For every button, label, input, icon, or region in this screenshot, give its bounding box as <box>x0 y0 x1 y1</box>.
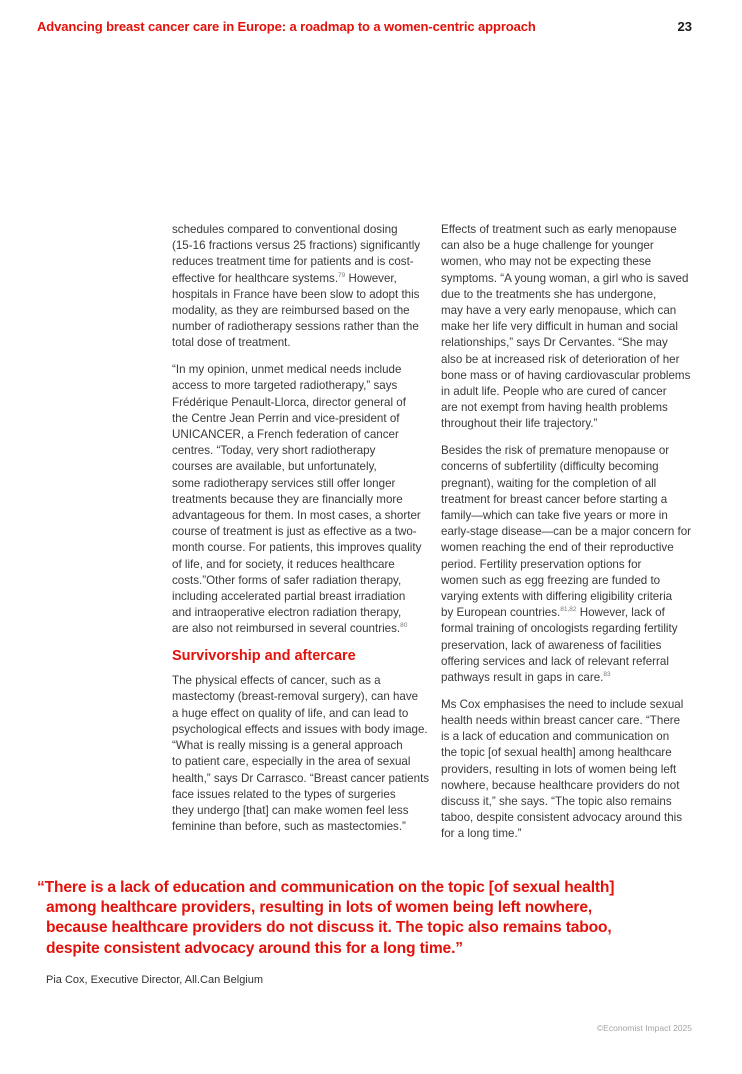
text-line <box>172 271 428 287</box>
text-line: varying extents with differing eligibility criteria <box>441 589 673 603</box>
footnote-ref: 83 <box>603 671 611 679</box>
text-line: the Centre Jean Perrin and vice-president of <box>172 411 400 425</box>
text-line: concerns of subfertility (difficulty becoming <box>441 460 659 474</box>
text-line: schedules compared to conventional dosing <box>172 223 398 236</box>
text-line: “In my opinion, unmet medical needs include <box>172 363 402 377</box>
text-line: Frédérique Penault-Llorca, director general of <box>172 395 406 409</box>
text-line: discuss it,” she says. “The topic also remains <box>441 794 672 808</box>
text-fragment: pathways result in gaps in care. <box>441 670 604 684</box>
text-line: the topic [of sexual health] among healthcare <box>441 746 672 760</box>
pull-quote <box>37 878 697 959</box>
text-line: modality, as they are reimbursed based on the <box>172 304 410 318</box>
text-line: number of radiotherapy sessions rather than the <box>172 320 419 334</box>
text-line: due to the treatments she has undergone, <box>441 287 657 301</box>
text-line: centres. “Today, very short radiotherapy <box>172 444 376 458</box>
text-fragment: However, lack of <box>576 606 665 620</box>
text-line: they undergo [that] can make women feel less <box>172 803 409 817</box>
paragraph <box>172 673 428 835</box>
page-header <box>37 19 705 37</box>
text-line: of life, and for society, it reduces healthcare <box>172 557 395 571</box>
text-line: UNICANCER, a French federation of cancer <box>172 427 399 441</box>
text-line: to patient care, especially in the area of sexual <box>172 755 411 769</box>
page-number: 23 <box>677 19 692 34</box>
text-line: treatment for breast cancer before starting a <box>441 492 668 506</box>
text-line: may have a very early menopause, which can <box>441 304 677 318</box>
text-line: and intraoperative electron radiation therapy, <box>172 606 402 620</box>
text-line: women, who may not be expecting these <box>441 255 652 269</box>
text-line: reduces treatment time for patients and is cost- <box>172 255 414 269</box>
paragraph <box>172 362 428 637</box>
paragraph <box>441 443 693 686</box>
text-line: (15-16 fractions versus 25 fractions) significantly <box>172 239 421 253</box>
text-line: women reaching the end of their reproductive <box>441 541 674 555</box>
text-line: early-stage disease—can be a major concern for <box>441 525 692 539</box>
text-line: course of treatment is just as effective as a two- <box>172 525 417 539</box>
footnote-ref: 80 <box>400 622 408 630</box>
text-line: costs.”Other forms of safer radiation therapy, <box>172 573 402 587</box>
text-line <box>172 621 428 637</box>
text-line: Effects of treatment such as early menopause <box>441 223 677 236</box>
text-line: a huge effect on quality of life, and can lead to <box>172 706 409 720</box>
text-line: total dose of treatment. <box>172 336 291 350</box>
text-line: month course. For patients, this improves quality <box>172 541 422 555</box>
text-fragment: are also not reimbursed in several countries. <box>172 622 401 636</box>
text-line: for a long time.” <box>441 827 522 841</box>
text-line: throughout their life trajectory.” <box>441 417 598 431</box>
text-line: also be at increased risk of deterioration of her <box>441 352 680 366</box>
text-line: offering services and lack of relevant referral <box>441 654 669 668</box>
text-line: formal training of oncologists regarding fertility <box>441 622 678 636</box>
paragraph <box>441 697 693 843</box>
footnote-ref: 79 <box>338 271 346 279</box>
text-line: period. Fertility preservation options for <box>441 557 642 571</box>
text-line: psychological effects and issues with body image. <box>172 722 428 736</box>
text-line: mastectomy (breast-removal surgery), can have <box>172 690 419 704</box>
text-line: treatments because they are financially more <box>172 492 403 506</box>
text-line: make her life very difficult in human and social <box>441 320 678 334</box>
text-line: family—which can take five years or more in <box>441 508 668 522</box>
text-line: health,” says Dr Carrasco. “Breast cancer patients <box>172 771 430 785</box>
right-column <box>441 222 693 853</box>
text-line: advantageous for them. In most cases, a shorter <box>172 508 421 522</box>
pull-quote-line: because healthcare providers do not discuss it. The topic also remains taboo, <box>46 919 612 937</box>
pull-quote-line: among healthcare providers, resulting in lots of women being left nowhere, <box>46 899 593 917</box>
quote-attribution: Pia Cox, Executive Director, All.Can Belgium <box>46 974 264 986</box>
text-line: health needs within breast cancer care. “There <box>441 713 681 727</box>
text-line: is a lack of education and communication on <box>441 730 670 744</box>
text-fragment: by European countries. <box>441 606 561 620</box>
left-column <box>172 222 428 846</box>
pull-quote-line: “There is a lack of education and communication on the topic [of sexual health] <box>37 879 615 896</box>
text-line: access to more targeted radiotherapy,” says <box>172 379 398 393</box>
text-line: hospitals in France have been slow to adopt this <box>172 287 420 301</box>
text-line: courses are available, but unfortunately, <box>172 460 377 474</box>
paragraph <box>172 222 428 352</box>
paragraph <box>441 222 693 433</box>
text-line: women such as egg freezing are funded to <box>441 573 661 587</box>
text-line: including accelerated partial breast irradiation <box>172 589 406 603</box>
header-title: Advancing breast cancer care in Europe: a roadmap to a women-centric approach <box>37 19 536 34</box>
text-line: feminine than before, such as mastectomies.” <box>172 820 406 834</box>
text-line: bone mass or of having cardiovascular problems <box>441 368 691 382</box>
text-line: Besides the risk of premature menopause or <box>441 444 670 458</box>
text-fragment: However, <box>345 271 397 285</box>
text-line: nowhere, because healthcare providers do not <box>441 778 680 792</box>
text-line: pregnant), waiting for the completion of all <box>441 476 657 490</box>
footer-copyright: ©Economist Impact 2025 <box>596 1023 692 1033</box>
text-line: The physical effects of cancer, such as a <box>172 674 381 688</box>
text-line: “What is really missing is a general approach <box>172 739 403 753</box>
text-fragment: effective for healthcare systems. <box>172 271 339 285</box>
footnote-ref: 81,82 <box>560 606 577 614</box>
text-line <box>441 605 693 621</box>
text-line <box>441 670 693 686</box>
pull-quote-line: despite consistent advocacy around this for a long time.” <box>46 939 463 957</box>
text-line: relationships,” says Dr Cervantes. “She may <box>441 336 668 350</box>
text-line: are not exempt from having health problems <box>441 401 668 415</box>
text-line: Ms Cox emphasises the need to include sexual <box>441 697 684 711</box>
text-line: can also be a huge challenge for younger <box>441 239 654 253</box>
text-line: in adult life. People who are cured of cancer <box>441 385 667 399</box>
text-line: symptoms. “A young woman, a girl who is saved <box>441 271 689 285</box>
text-line: preservation, lack of awareness of facilities <box>441 638 662 652</box>
text-line: some radiotherapy services still offer longer <box>172 476 396 490</box>
section-heading: Survivorship and aftercare <box>172 648 356 665</box>
text-line: face issues related to the types of surgeries <box>172 787 396 801</box>
text-line: taboo, despite consistent advocacy around this <box>441 811 683 825</box>
text-line: providers, resulting in lots of women being left <box>441 762 677 776</box>
